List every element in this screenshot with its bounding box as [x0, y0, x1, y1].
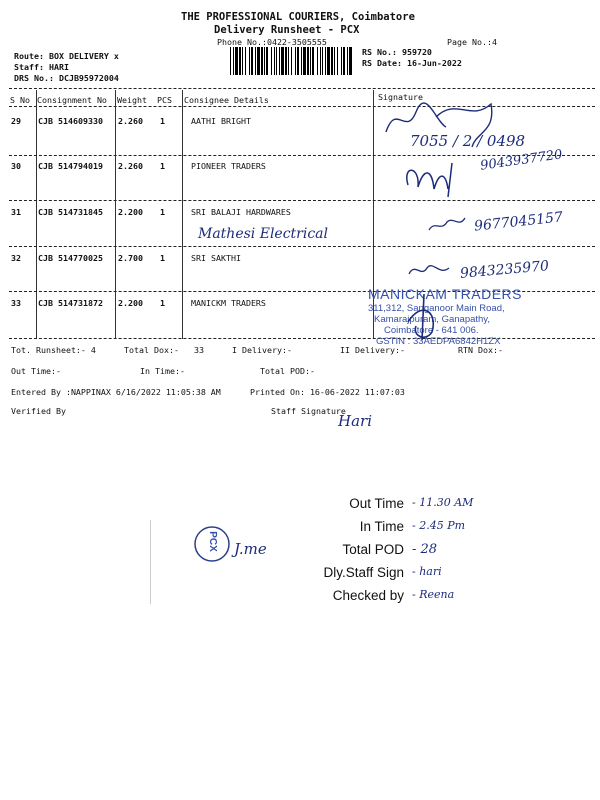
row-sno: 33	[11, 298, 21, 308]
row-consignment: CJB 514731872	[38, 298, 103, 308]
in-time-entry-value: - 2.45 Pm	[412, 519, 466, 532]
row-pcs: 1	[160, 298, 165, 308]
ii-delivery: II Delivery:-	[340, 345, 405, 355]
col-sno: S No	[10, 95, 30, 105]
col-divider	[182, 90, 183, 339]
pcx-seal	[192, 524, 232, 564]
stamp-signature	[402, 292, 452, 346]
tot-runsheet: Tot. Runsheet:- 4	[11, 345, 96, 355]
row-consignee: PIONEER TRADERS	[191, 161, 266, 171]
row-sno: 32	[11, 253, 21, 263]
staff-label: Staff: HARI	[14, 62, 69, 72]
row-pcs: 1	[160, 116, 165, 126]
row-consignment: CJB 514770025	[38, 253, 103, 263]
dly-staff-sign-label: Dly.Staff Sign	[323, 565, 404, 580]
in-time-entry-label: In Time	[359, 519, 404, 534]
row-weight: 2.200	[118, 298, 143, 308]
col-consignment: Consignment No	[37, 95, 107, 105]
staff-signature-label: Staff Signature	[271, 406, 346, 416]
rtn-dox: RTN Dox:-	[458, 345, 503, 355]
handwritten-phone: 7055 / 2 / 0498	[410, 132, 526, 150]
handwritten-phone: 9043937720	[479, 147, 564, 174]
row-consignment: CJB 514794019	[38, 161, 103, 171]
staff-signature-hand: Hari	[338, 412, 372, 430]
row-consignee: SRI SAKTHI	[191, 253, 241, 263]
out-time-label: Out Time:-	[11, 366, 61, 376]
in-time-label: In Time:-	[140, 366, 185, 376]
signature-scribble	[425, 208, 470, 240]
table-top-rule	[9, 88, 595, 89]
company-title: THE PROFESSIONAL COURIERS, Coimbatore	[181, 11, 415, 23]
row-consignment: CJB 514731845	[38, 207, 103, 217]
signature-scribble	[405, 256, 455, 284]
seal-text: PCX	[206, 531, 218, 552]
row-pcs: 1	[160, 161, 165, 171]
handwritten-note: Mathesi Electrical	[198, 226, 329, 242]
barcode	[230, 47, 354, 75]
row-weight: 2.260	[118, 116, 143, 126]
drs-number: DRS No.: DCJB95972004	[14, 73, 119, 83]
fold-mark	[150, 520, 151, 604]
stamp-name: MANICKAM TRADERS	[368, 286, 522, 302]
out-time-entry-label: Out Time	[349, 496, 404, 511]
row-sno: 30	[11, 161, 21, 171]
stamp-address: Kamarajpuram, Ganapathy,	[374, 314, 490, 325]
printed-on: Printed On: 16-06-2022 11:07:03	[250, 387, 405, 397]
row-pcs: 1	[160, 253, 165, 263]
row-weight: 2.200	[118, 207, 143, 217]
row-weight: 2.260	[118, 161, 143, 171]
col-divider	[115, 90, 116, 339]
rs-date: RS Date: 16-Jun-2022	[362, 58, 462, 68]
stamp-address: 311,312, Sanganoor Main Road,	[368, 303, 505, 314]
total-pod-entry-value: - 28	[412, 542, 438, 557]
runsheet-title: Delivery Runsheet - PCX	[214, 24, 360, 36]
entered-by: Entered By :NAPPINAX 6/16/2022 11:05:38 AM	[11, 387, 221, 397]
handwritten-phone: 9843235970	[459, 258, 550, 282]
col-signature: Signature	[378, 92, 423, 102]
col-weight: Weight	[117, 95, 147, 105]
checked-by-label: Checked by	[332, 588, 404, 603]
total-pod-label: Total POD:-	[260, 366, 315, 376]
row-consignee: AATHI BRIGHT	[191, 116, 251, 126]
row-consignee: SRI BALAJI HARDWARES	[191, 207, 291, 217]
row-rule	[9, 246, 595, 247]
row-consignee: MANICKM TRADERS	[191, 298, 266, 308]
page-number: Page No.:4	[447, 37, 497, 47]
seal-signature: J.me	[234, 540, 267, 558]
col-consignee: Consignee Details	[184, 95, 269, 105]
row-pcs: 1	[160, 207, 165, 217]
col-pcs: PCS	[157, 95, 172, 105]
i-delivery: I Delivery:-	[232, 345, 292, 355]
row-weight: 2.700	[118, 253, 143, 263]
stamp-address: Coimbatore - 641 006.	[384, 325, 479, 336]
total-dox-label: Total Dox:-	[124, 345, 179, 355]
total-dox-value: 33	[194, 345, 204, 355]
rs-number: RS No.: 959720	[362, 47, 432, 57]
row-rule	[9, 200, 595, 201]
row-sno: 29	[11, 116, 21, 126]
out-time-entry-value: - 11.30 AM	[412, 496, 474, 509]
dly-staff-sign-value: - hari	[412, 565, 442, 578]
col-divider	[36, 90, 37, 339]
company-stamp	[362, 286, 540, 346]
checked-by-value: - Reena	[412, 588, 455, 601]
stamp-gstin: GSTIN : 33AEDPA6842H1ZX	[376, 336, 501, 347]
route-label: Route: BOX DELIVERY x	[14, 51, 119, 61]
phone-number: Phone No.:0422-3505555	[217, 37, 327, 47]
row-sno: 31	[11, 207, 21, 217]
total-pod-entry-label: Total POD	[342, 542, 404, 557]
row-consignment: CJB 514609330	[38, 116, 103, 126]
handwritten-phone: 9677045157	[473, 209, 564, 235]
verified-by: Verified By	[11, 406, 66, 416]
signature-scribble	[400, 155, 480, 200]
